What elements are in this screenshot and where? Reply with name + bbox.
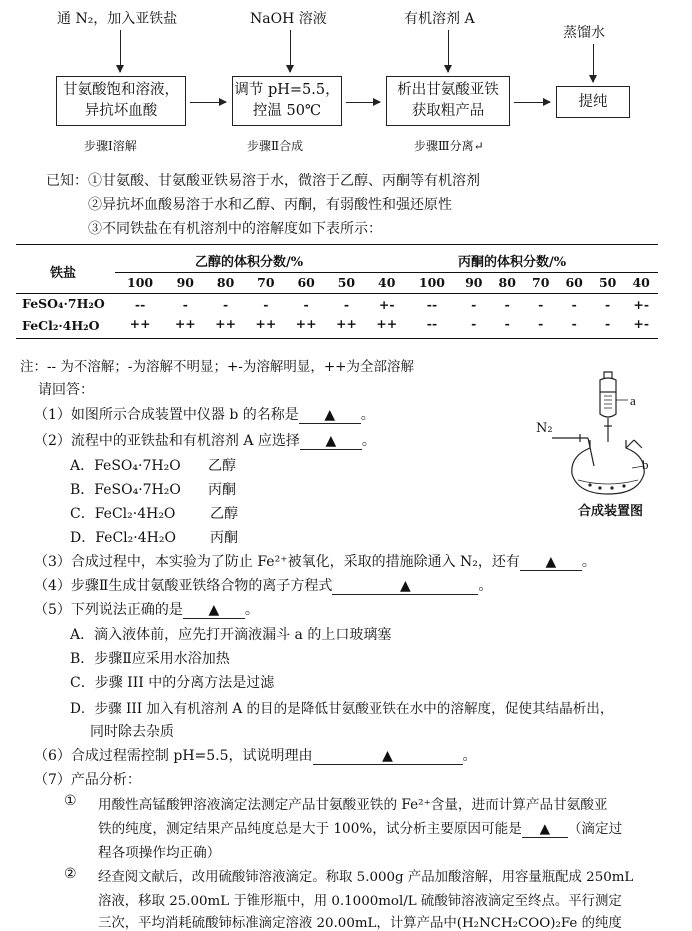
question-4-text: （4）步骤Ⅱ生成甘氨酸亚铁络合物的离子方程式 bbox=[34, 578, 333, 594]
table-cell: ++ bbox=[215, 316, 237, 331]
q5-option-d-cont: 同时除去杂质 bbox=[90, 724, 174, 740]
table-cell: ++ bbox=[174, 316, 196, 331]
pct-cell: 100 bbox=[418, 275, 445, 290]
blank-marker: ▲ bbox=[208, 602, 220, 618]
table-cell: - bbox=[571, 297, 577, 312]
q5-option-b[interactable]: B．步骤Ⅱ应采用水浴加热 bbox=[70, 651, 230, 667]
q2-option-a[interactable] bbox=[70, 455, 181, 475]
flow-arrow-right-2 bbox=[346, 102, 380, 103]
question-3 bbox=[34, 551, 596, 571]
flow-box-3-line2: 获取粗产品 bbox=[411, 103, 485, 119]
table-row-fecl2 bbox=[115, 314, 658, 333]
table-cell: - bbox=[303, 297, 309, 312]
table-cell: - bbox=[605, 316, 611, 331]
answer-blank-6[interactable] bbox=[313, 748, 463, 765]
question-6 bbox=[34, 745, 477, 765]
question-3-text: （3）合成过程中，本实验为了防止 Fe²⁺被氧化，采取的措施除通入 N₂，还有 bbox=[34, 554, 520, 570]
pct-cell: 60 bbox=[297, 275, 315, 290]
pct-cell: 80 bbox=[216, 275, 235, 290]
period: 。 bbox=[360, 407, 375, 423]
q2-option-a-solvent: 乙醇 bbox=[208, 458, 236, 474]
q5-option-c[interactable]: C．步骤 III 中的分离方法是过滤 bbox=[70, 675, 275, 691]
flow-arrow-down-3 bbox=[448, 30, 449, 72]
table-cell: - bbox=[538, 297, 544, 312]
table-cell: ++ bbox=[376, 316, 398, 331]
q7-item-1-line2-tail: （滴定过 bbox=[567, 821, 623, 837]
q2-option-c-solvent: 乙醇 bbox=[210, 506, 238, 522]
blank-marker: ▲ bbox=[325, 433, 337, 449]
apparatus-label-a: a bbox=[630, 393, 636, 408]
question-6-text: （6）合成过程需控制 pH=5.5，试说明理由 bbox=[34, 748, 313, 764]
flow-box-3-line1: 析出甘氨酸亚铁 bbox=[397, 82, 499, 98]
step-caption-2: 步骤Ⅱ合成 bbox=[247, 139, 304, 153]
blank-marker: ▲ bbox=[539, 821, 551, 837]
table-row-label-fecl2: FeCl₂·4H₂O bbox=[22, 318, 100, 333]
answer-blank-4[interactable] bbox=[332, 578, 478, 595]
pct-cell: 40 bbox=[378, 275, 396, 290]
table-cell: ++ bbox=[129, 316, 151, 331]
q7-item-1-line2 bbox=[98, 817, 622, 838]
q5-option-a[interactable]: A．滴入液体前，应先打开滴液漏斗 a 的上口玻璃塞 bbox=[70, 627, 392, 643]
please-answer: 请回答： bbox=[38, 382, 94, 398]
table-cell: - bbox=[343, 297, 350, 312]
question-2 bbox=[34, 430, 376, 450]
table-cell: -- bbox=[134, 297, 146, 312]
known-line-1: 已知：①甘氨酸、甘氨酸亚铁易溶于水，微溶于乙醇、丙酮等有机溶剂 bbox=[46, 173, 480, 189]
table-cell: - bbox=[222, 297, 229, 312]
option-key: C．FeCl₂·4H₂O bbox=[70, 506, 176, 522]
q7-item-1-number: ① bbox=[64, 793, 77, 809]
table-cell: ++ bbox=[255, 316, 277, 331]
option-key: A．FeSO₄·7H₂O bbox=[70, 458, 181, 474]
table-pct-row bbox=[115, 273, 658, 292]
q2-option-b-solvent: 丙酮 bbox=[208, 482, 236, 498]
table-group-acetone: 丙酮的体积分数/% bbox=[458, 255, 567, 270]
pct-cell: 90 bbox=[465, 275, 483, 290]
q2-option-d-solvent: 丙酮 bbox=[210, 530, 238, 546]
question-7: （7）产品分析： bbox=[34, 772, 141, 788]
pct-cell: 40 bbox=[632, 275, 650, 290]
flow-box-purify bbox=[556, 86, 630, 118]
flow-box-2-line2: 控温 50℃ bbox=[252, 103, 322, 119]
option-key: D．FeCl₂·4H₂O bbox=[70, 530, 176, 546]
q7-item-1-line3: 程各项操作均正确） bbox=[98, 845, 221, 861]
period: 。 bbox=[478, 578, 493, 594]
flow-top-label-1: 通 N₂，加入亚铁盐 bbox=[57, 11, 178, 27]
q7-item-2-number: ② bbox=[64, 866, 77, 882]
q2-option-c[interactable] bbox=[70, 503, 175, 523]
step-caption-3: 步骤Ⅲ分离↵ bbox=[414, 139, 484, 153]
table-cell: -- bbox=[426, 297, 438, 312]
table-cell: -- bbox=[426, 316, 438, 331]
pct-cell: 70 bbox=[532, 275, 550, 290]
table-row-feso4 bbox=[115, 295, 658, 314]
solubility-table bbox=[115, 273, 658, 333]
blank-marker: ▲ bbox=[324, 407, 336, 423]
table-cell: - bbox=[471, 316, 477, 331]
table-cell: - bbox=[538, 316, 544, 331]
table-row-label-feso4: FeSO₄·7H₂O bbox=[22, 296, 105, 311]
question-5 bbox=[34, 599, 259, 619]
table-cell: - bbox=[504, 316, 510, 331]
q7-item-1-line1: 用酸性高锰酸钾溶液滴定法测定产品甘氨酸亚铁的 Fe²⁺含量，进而计算产品甘氨酸亚 bbox=[98, 797, 608, 813]
q2-option-d[interactable] bbox=[70, 527, 176, 547]
answer-blank-2[interactable] bbox=[300, 433, 362, 450]
q7-item-2-line2: 溶液，移取 25.00mL 于锥形瓶中，用 0.1000mol/L 硫酸铈溶液滴定至终点。平行测定 bbox=[98, 894, 622, 909]
period: 。 bbox=[361, 433, 376, 449]
flow-arrow-down-1 bbox=[120, 30, 121, 72]
answer-blank-1[interactable] bbox=[299, 407, 361, 424]
option-key: B．FeSO₄·7H₂O bbox=[70, 482, 181, 498]
step-caption-1: 步骤Ⅰ溶解 bbox=[84, 139, 137, 153]
table-cell: ++ bbox=[335, 316, 357, 331]
flow-box-dissolve bbox=[56, 76, 186, 126]
flow-box-1-line2: 异抗坏血酸 bbox=[84, 103, 158, 119]
pct-cell: 80 bbox=[498, 275, 516, 290]
flow-box-2-line1: 调节 pH=5.5， bbox=[234, 82, 340, 98]
flow-arrow-right-1 bbox=[190, 102, 226, 103]
flow-box-1-line1: 甘氨酸饱和溶液， bbox=[63, 82, 179, 98]
flow-arrow-down-4 bbox=[593, 44, 594, 82]
answer-blank-3[interactable] bbox=[520, 554, 582, 571]
blank-marker: ▲ bbox=[545, 554, 557, 570]
flow-arrow-down-2 bbox=[290, 30, 291, 72]
pct-cell: 50 bbox=[598, 275, 617, 290]
question-4 bbox=[34, 575, 492, 595]
table-group-ethanol: 乙醇的体积分数/% bbox=[195, 255, 304, 270]
table-cell: ++ bbox=[295, 316, 317, 331]
question-1 bbox=[34, 404, 375, 424]
table-bottom-rule bbox=[16, 338, 658, 339]
table-cell: - bbox=[263, 297, 269, 312]
q5-option-d[interactable]: D．步骤 III 加入有机溶剂 A 的目的是降低甘氨酸亚铁在水中的溶解度，促使其结晶析出， bbox=[70, 701, 614, 717]
table-cell: +- bbox=[378, 297, 395, 312]
flow-box-separation bbox=[386, 76, 510, 126]
pct-cell: 90 bbox=[176, 275, 195, 290]
pct-cell: 60 bbox=[565, 275, 583, 290]
pct-cell: 100 bbox=[127, 275, 154, 290]
table-top-rule bbox=[16, 244, 658, 245]
known-line-3: ③不同铁盐在有机溶剂中的溶解度如下表所示： bbox=[88, 221, 382, 237]
blank-marker: ▲ bbox=[382, 748, 393, 764]
table-cell: - bbox=[182, 297, 188, 312]
apparatus-caption: 合成装置图 bbox=[578, 504, 644, 519]
table-cell: - bbox=[504, 297, 510, 312]
table-cell: +- bbox=[633, 316, 650, 331]
q7-item-2-line1: 经查阅文献后，改用硫酸铈溶液滴定。称取 5.000g 产品加酸溶解，用容量瓶配成 250mL bbox=[98, 870, 634, 885]
q7-item-2-line3: 三次，平均消耗硫酸铈标准滴定溶液 20.00mL，计算产品中(H₂NCH₂COO)₂Fe 的纯度 bbox=[98, 916, 622, 931]
table-cell: - bbox=[571, 316, 577, 331]
flow-arrow-right-3 bbox=[514, 102, 550, 103]
answer-blank-5[interactable] bbox=[183, 602, 245, 619]
blank-marker: ▲ bbox=[400, 578, 411, 594]
table-cell: - bbox=[605, 297, 611, 312]
pct-cell: 70 bbox=[257, 275, 275, 290]
answer-blank-7-1[interactable] bbox=[522, 821, 568, 838]
legend-note: 注：-- 为不溶解；-为溶解不明显；+-为溶解明显，++为全部溶解 bbox=[20, 359, 414, 375]
table-cell: +- bbox=[633, 297, 650, 312]
q2-option-b[interactable] bbox=[70, 479, 181, 499]
period: 。 bbox=[244, 602, 259, 618]
flow-top-label-2: NaOH 溶液 bbox=[250, 11, 327, 27]
table-salt-header: 铁盐 bbox=[50, 266, 77, 281]
question-2-text: （2）流程中的亚铁盐和有机溶剂 A 应选择 bbox=[34, 433, 300, 449]
question-5-text: （5）下列说法正确的是 bbox=[34, 602, 183, 618]
flow-box-synthesis bbox=[232, 76, 342, 126]
flow-box-4-line1: 提纯 bbox=[578, 93, 608, 110]
question-1-text: （1）如图所示合成装置中仪器 b 的名称是 bbox=[34, 407, 299, 423]
flow-top-label-3: 有机溶剂 A bbox=[404, 11, 475, 27]
period: 。 bbox=[581, 554, 596, 570]
pct-cell: 50 bbox=[337, 275, 356, 290]
flow-top-label-4: 蒸馏水 bbox=[563, 25, 605, 41]
known-line-2: ②异抗坏血酸易溶于水和乙醇、丙酮，有弱酸性和强还原性 bbox=[88, 197, 452, 213]
table-cell: - bbox=[471, 297, 477, 312]
q7-item-1-line2-text: 铁的纯度，测定结果产品纯度总是大于 100%，试分析主要原因可能是 bbox=[98, 821, 522, 837]
period: 。 bbox=[462, 748, 477, 764]
apparatus-label-n2: N₂ bbox=[536, 421, 553, 436]
apparatus-label-b: b bbox=[642, 457, 649, 472]
